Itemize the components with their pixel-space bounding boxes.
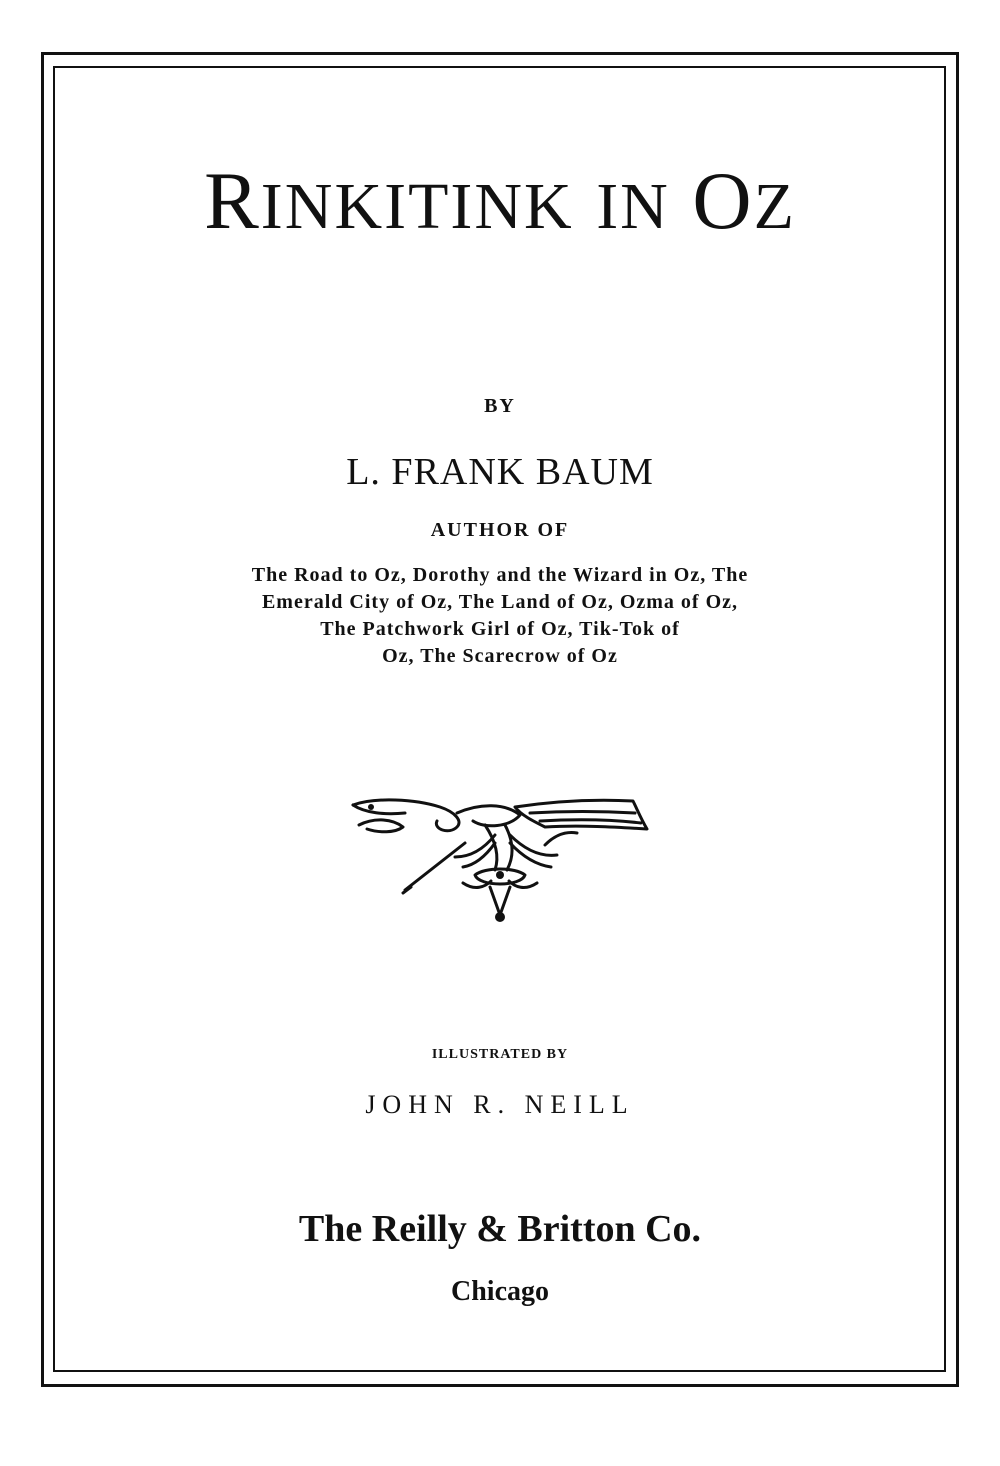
title-rest-z: Z (753, 170, 796, 243)
works-line: The Patchwork Girl of Oz, Tik-Tok of (320, 618, 680, 640)
works-line: Emerald City of Oz, The Land of Oz, Ozma of Oz, (261, 591, 739, 613)
works-line: Oz, The Scarecrow of Oz (382, 645, 618, 667)
illustrated-by-label: ILLUSTRATED BY (431, 1047, 569, 1062)
publisher-city: Chicago (451, 1276, 549, 1307)
title-rest-inkitink: INKITINK (260, 170, 574, 243)
author-of-label: AUTHOR OF (430, 519, 570, 541)
book-title (0, 155, 1000, 246)
inner-border (53, 66, 946, 1372)
author-name: L. FRANK BAUM (346, 451, 654, 493)
works-line: The Road to Oz, Dorothy and the Wizard in Oz, The (251, 564, 749, 586)
title-initial-o: O (692, 155, 754, 246)
by-label: BY (484, 395, 516, 417)
illustrator-name: JOHN R. NEILL (365, 1090, 635, 1119)
publisher-name: The Reilly & Britton Co. (298, 1208, 702, 1250)
title-word-in: IN (596, 170, 670, 243)
art-nouveau-flourish-icon (345, 795, 655, 930)
works-list (0, 562, 1000, 670)
title-initial-r: R (204, 155, 261, 246)
